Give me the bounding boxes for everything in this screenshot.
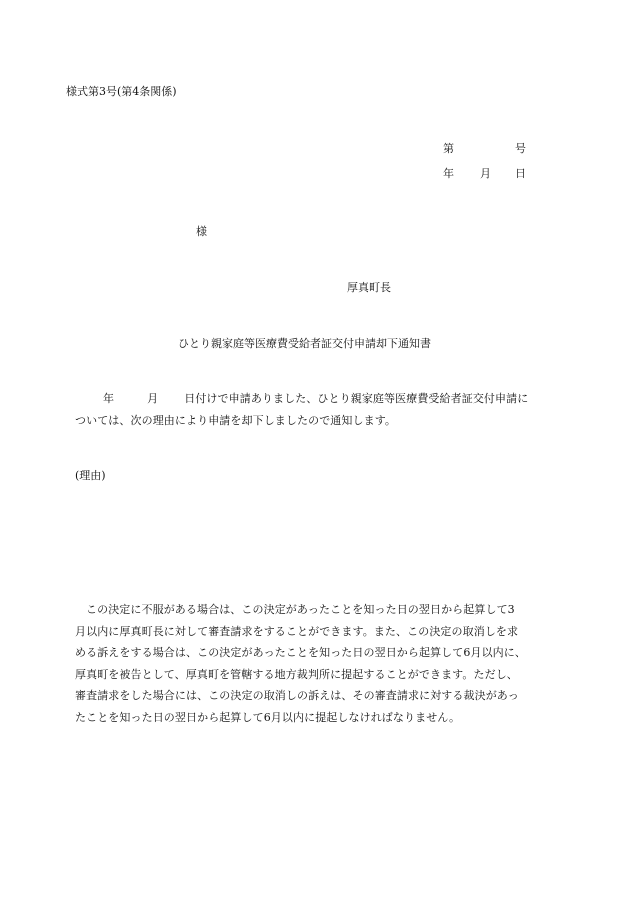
appeal-line: 審査請求をした場合には、この決定の取消しの訴えは、その審査請求に対する裁決があっ: [75, 689, 519, 702]
document-title: ひとり親家庭等医療費受給者証交付申請却下通知書: [178, 337, 431, 350]
appeal-line: この決定に不服がある場合は、この決定があったことを知った日の翌日から起算して3: [86, 603, 515, 616]
reason-label: (理由): [75, 469, 106, 482]
body-year-label: 年: [103, 392, 115, 405]
notice-body: [75, 388, 555, 431]
document-number-prefix: 第: [443, 142, 454, 155]
form-number-label: 様式第3号(第4条関係): [66, 85, 177, 98]
appeal-line: 厚真町を被告として、厚真町を管轄する地方裁判所に提起することができます。ただし、: [75, 667, 518, 681]
date-month-label: 月: [480, 167, 491, 180]
issuer-name: 厚真町長: [347, 281, 391, 294]
appeal-line: 月以内に厚真町長に対して審査請求をすることができます。また、この決定の取消しを求: [75, 624, 519, 638]
appeal-line: たことを知った日の翌日から起算して6月以内に提起しなければなりません。: [75, 710, 461, 724]
date-day-label: 日: [515, 167, 526, 180]
notice-body-line-2: ついては、次の理由により申請を却下しましたので通知します。: [75, 413, 397, 427]
body-month-label: 月: [147, 392, 159, 405]
addressee-honorific: 様: [196, 225, 207, 238]
document-number-suffix: 号: [515, 142, 526, 155]
notice-body-line-1: [75, 388, 555, 410]
appeal-notice: [75, 599, 555, 728]
appeal-line: める訴えをする場合は、この決定があったことを知った日の翌日から起算して6月以内に、: [75, 646, 526, 659]
body-line-1-text: 日付けで申請ありました、ひとり親家庭等医療費受給者証交付申請に: [184, 392, 529, 405]
date-year-label: 年: [443, 167, 454, 180]
